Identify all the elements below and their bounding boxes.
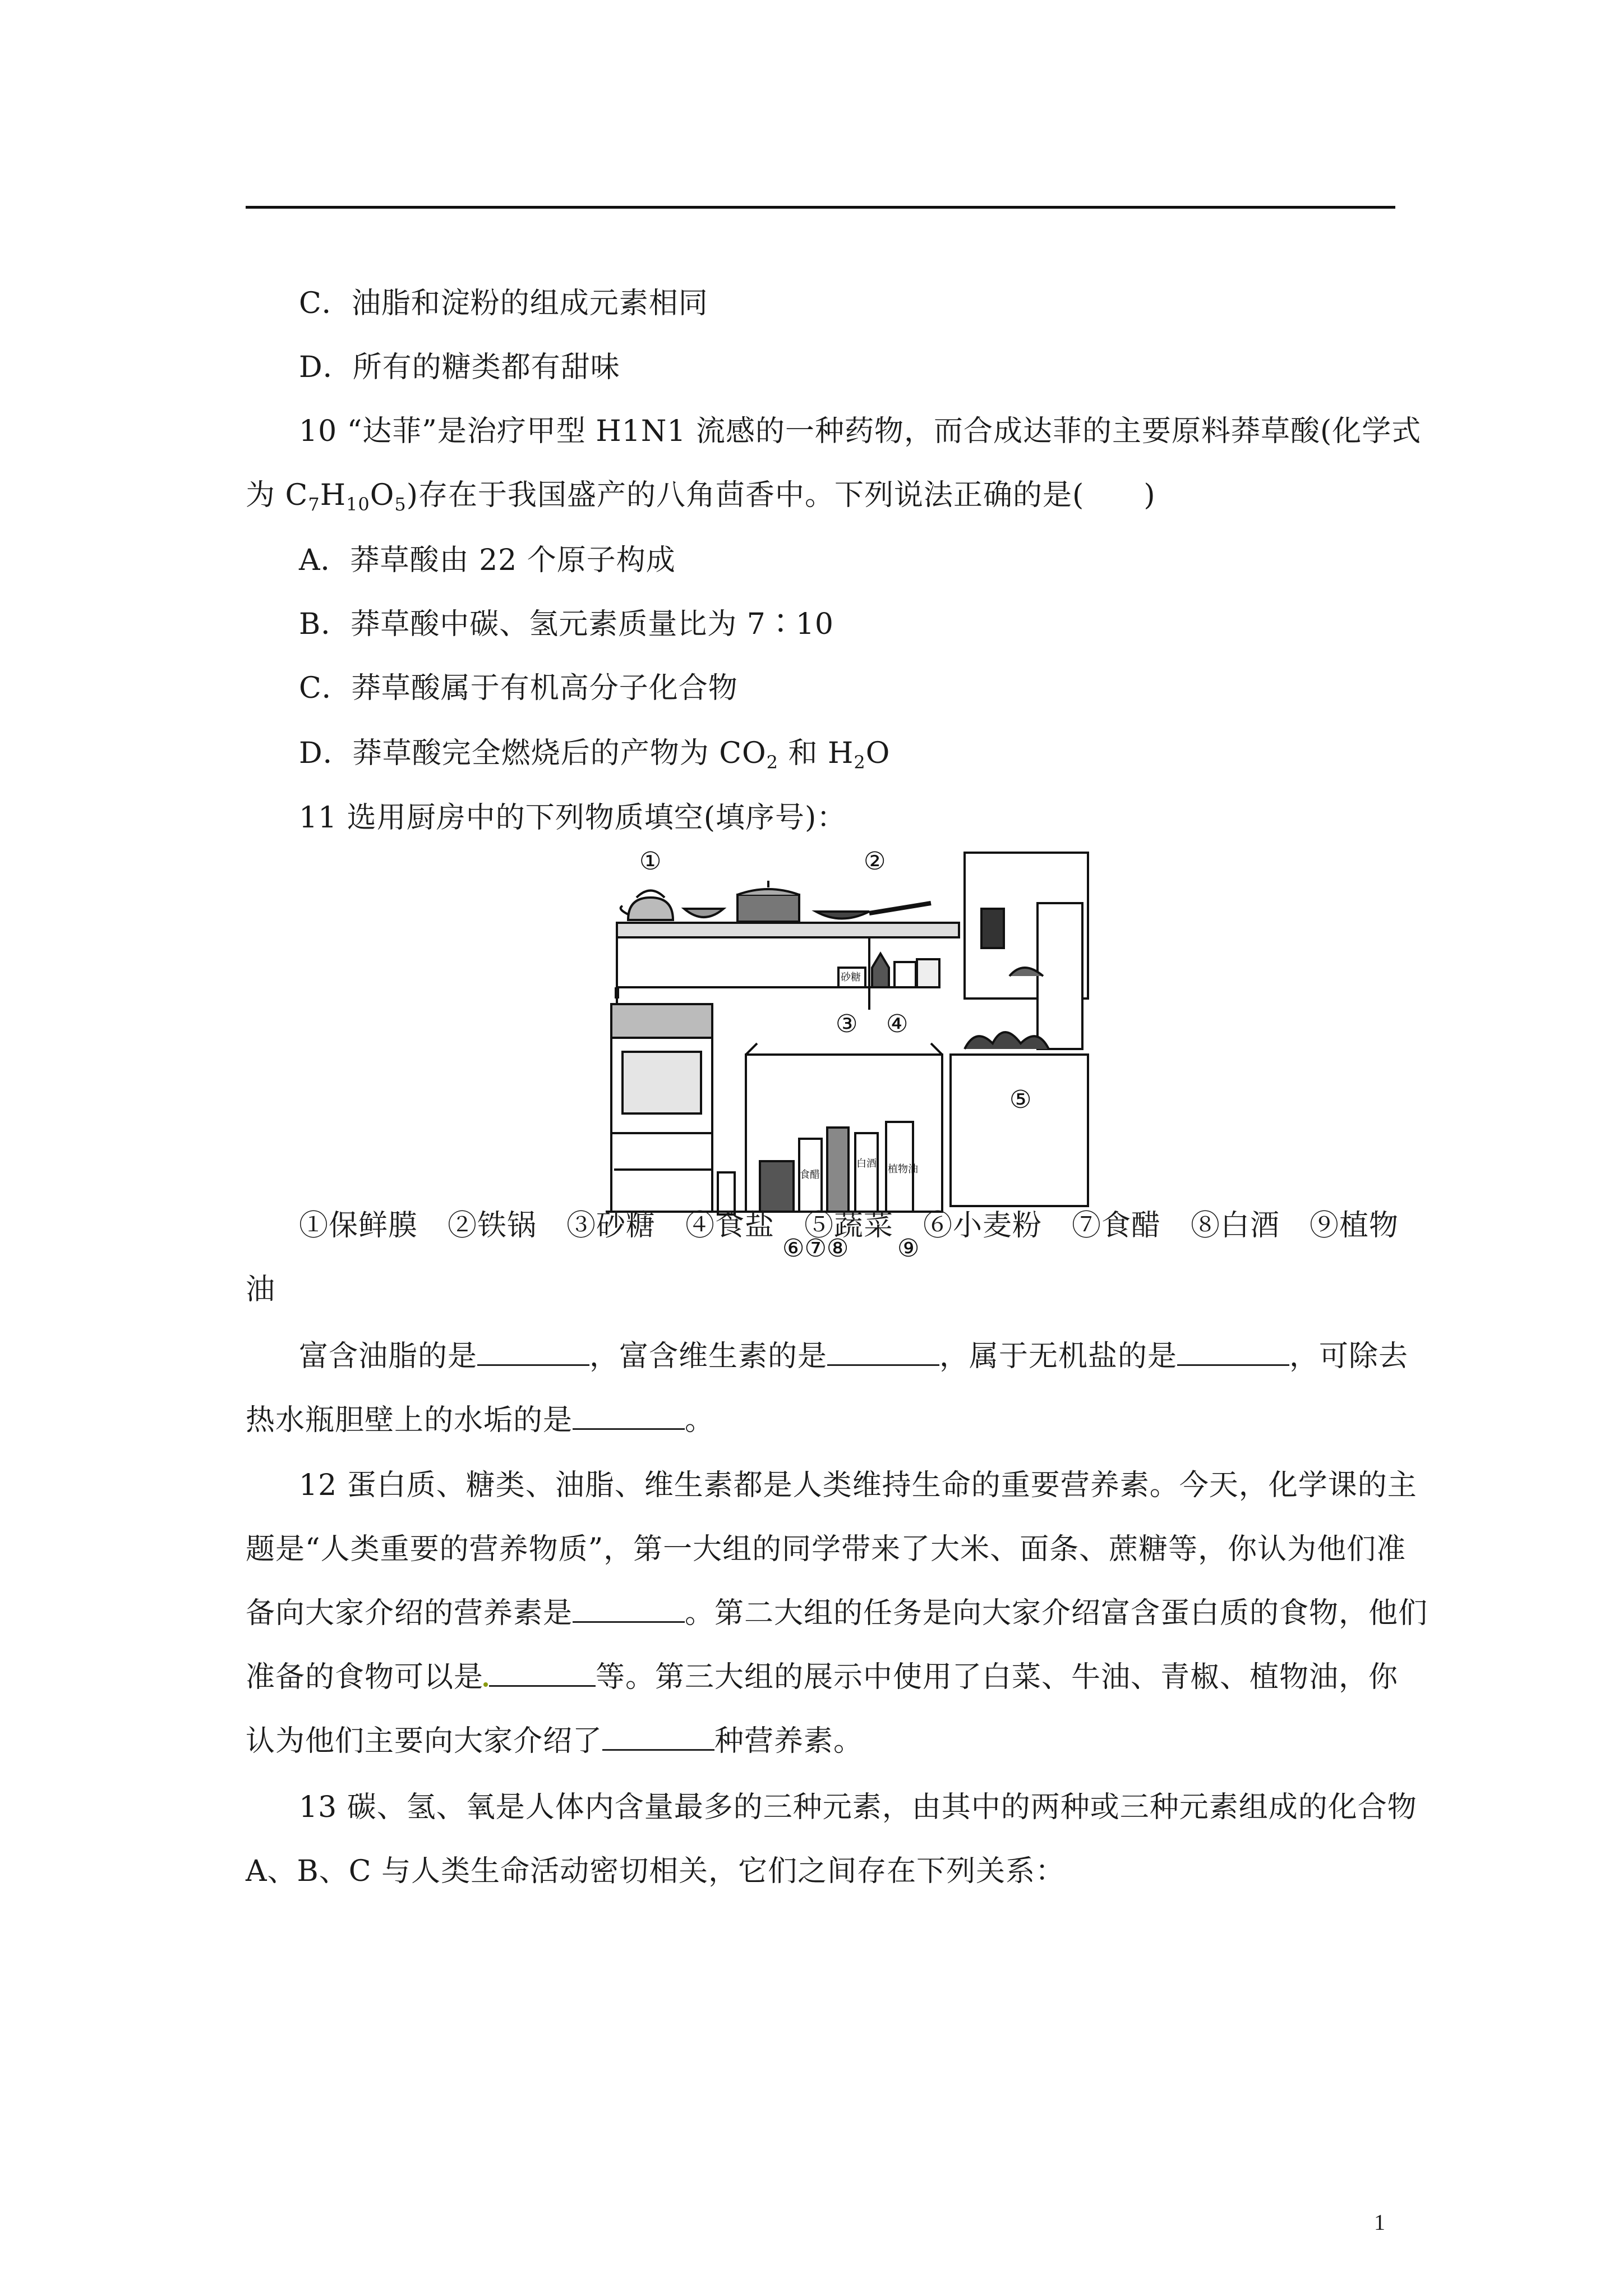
q12-line4-b: 等。第三大组的展示中使用了白菜、牛油、青椒、植物油，你 [596, 1660, 1399, 1694]
q9-option-c: C．油脂和淀粉的组成元素相同 [299, 287, 708, 320]
formula-sub-7: 7 [308, 494, 320, 515]
q10-formula-prefix: 为 C [246, 478, 308, 512]
answer-blank-protein-food[interactable] [489, 1657, 596, 1687]
q10-option-d-suffix: O [865, 737, 891, 770]
q12-line3-b: 。第二大组的任务是向大家介绍富含蛋白质的食物，他们 [685, 1596, 1428, 1630]
answer-blank-nutrient[interactable] [573, 1593, 685, 1623]
page-number: 1 [1374, 2210, 1385, 2235]
answer-blank-oil[interactable] [477, 1336, 589, 1366]
header-rule [246, 206, 1395, 209]
formula-sub-5: 5 [394, 494, 407, 515]
q11-fill-line2 [246, 1400, 714, 1441]
q10-stem-line1: 10 “达菲”是治疗甲型 H1N1 流感的一种药物，而合成达菲的主要原料莽草酸(化学式 [299, 415, 1422, 448]
formula-o: O [370, 478, 395, 512]
figure-label-678: ⑥⑦⑧ [782, 1234, 849, 1263]
co2-sub: 2 [766, 752, 778, 773]
figure-label-1: ① [639, 847, 662, 876]
q12-line3-a: 备向大家介绍的营养素是 [246, 1596, 573, 1630]
q12-line5-a: 认为他们主要向大家介绍了 [246, 1724, 603, 1758]
figure-label-9: ⑨ [897, 1234, 920, 1263]
q12-line4 [246, 1657, 1398, 1697]
q11-items-line2: 油 [246, 1273, 276, 1306]
answer-blank-scale[interactable] [573, 1400, 685, 1430]
figure-tag-vinegar: 食醋 [800, 1169, 820, 1181]
q10-stem-line2 [246, 475, 1156, 516]
q10-option-c: C．莽草酸属于有机高分子化合物 [299, 671, 738, 705]
answer-blank-salt[interactable] [1177, 1336, 1289, 1366]
q13-line2: A、B、C 与人类生命活动密切相关，它们之间存在下列关系： [246, 1855, 1066, 1888]
h2o-sub: 2 [854, 752, 866, 773]
q10-option-d [299, 733, 890, 774]
figure-tag-oil: 植物油 [888, 1163, 918, 1175]
q10-option-b: B．莽草酸中碳、氢元素质量比为 7∶10 [299, 608, 834, 641]
figure-tag-liquor: 白酒 [856, 1158, 877, 1170]
answer-blank-vitamin[interactable] [827, 1336, 939, 1366]
q9-option-d: D．所有的糖类都有甜味 [299, 351, 620, 384]
figure-label-3: ③ [836, 1010, 858, 1038]
q12-line5-b: 种营养素。 [714, 1724, 864, 1758]
q10-option-a: A．莽草酸由 22 个原子构成 [299, 544, 676, 577]
figure-tag-sugar: 砂糖 [841, 972, 861, 983]
q12-line1: 12 蛋白质、糖类、油脂、维生素都是人类维持生命的重要营养素。今天，化学课的主 [299, 1469, 1417, 1502]
q12-line5 [246, 1721, 863, 1761]
q10-option-d-mid: 和 H [778, 737, 854, 770]
figure-label-2: ② [864, 847, 886, 876]
q11-fill2-a: 热水瓶胆壁上的水垢的是 [246, 1404, 573, 1437]
q11-fill1-b: ，富含维生素的是 [589, 1340, 828, 1373]
q12-line3 [246, 1593, 1428, 1634]
q11-fill-line1 [299, 1336, 1408, 1377]
q12-line4-a: 准备的食物可以是 [246, 1660, 484, 1694]
q11-fill1-d: ，可除去 [1289, 1340, 1409, 1373]
formula-h: H [320, 478, 347, 512]
q11-fill1-c: ，属于无机盐的是 [939, 1340, 1178, 1373]
figure-label-4: ④ [886, 1010, 909, 1038]
q10-option-d-prefix: D．莽草酸完全燃烧后的产物为 CO [299, 737, 767, 770]
q10-stem-suffix: )存在于我国盛产的八角茴香中。下列说法正确的是( ) [406, 478, 1156, 512]
figure-label-5: ⑤ [1009, 1085, 1032, 1114]
q11-intro: 11 选用厨房中的下列物质填空(填序号)： [299, 801, 847, 835]
formula-sub-10: 10 [346, 494, 370, 515]
q11-items-line: ①保鲜膜 ②铁锅 ③砂糖 ④食盐 ⑤蔬菜 ⑥小麦粉 ⑦食醋 ⑧白酒 ⑨植物 [299, 1209, 1399, 1243]
stray-mark [483, 1682, 488, 1687]
q13-line1: 13 碳、氢、氧是人体内含量最多的三种元素，由其中的两种或三种元素组成的化合物 [299, 1791, 1417, 1824]
q11-fill1-a: 富含油脂的是 [299, 1340, 478, 1373]
q12-line2: 题是“人类重要的营养物质”，第一大组的同学带来了大米、面条、蔗糖等，你认为他们准 [246, 1533, 1407, 1566]
answer-blank-count[interactable] [602, 1721, 714, 1751]
q11-fill2-b: 。 [685, 1404, 715, 1437]
